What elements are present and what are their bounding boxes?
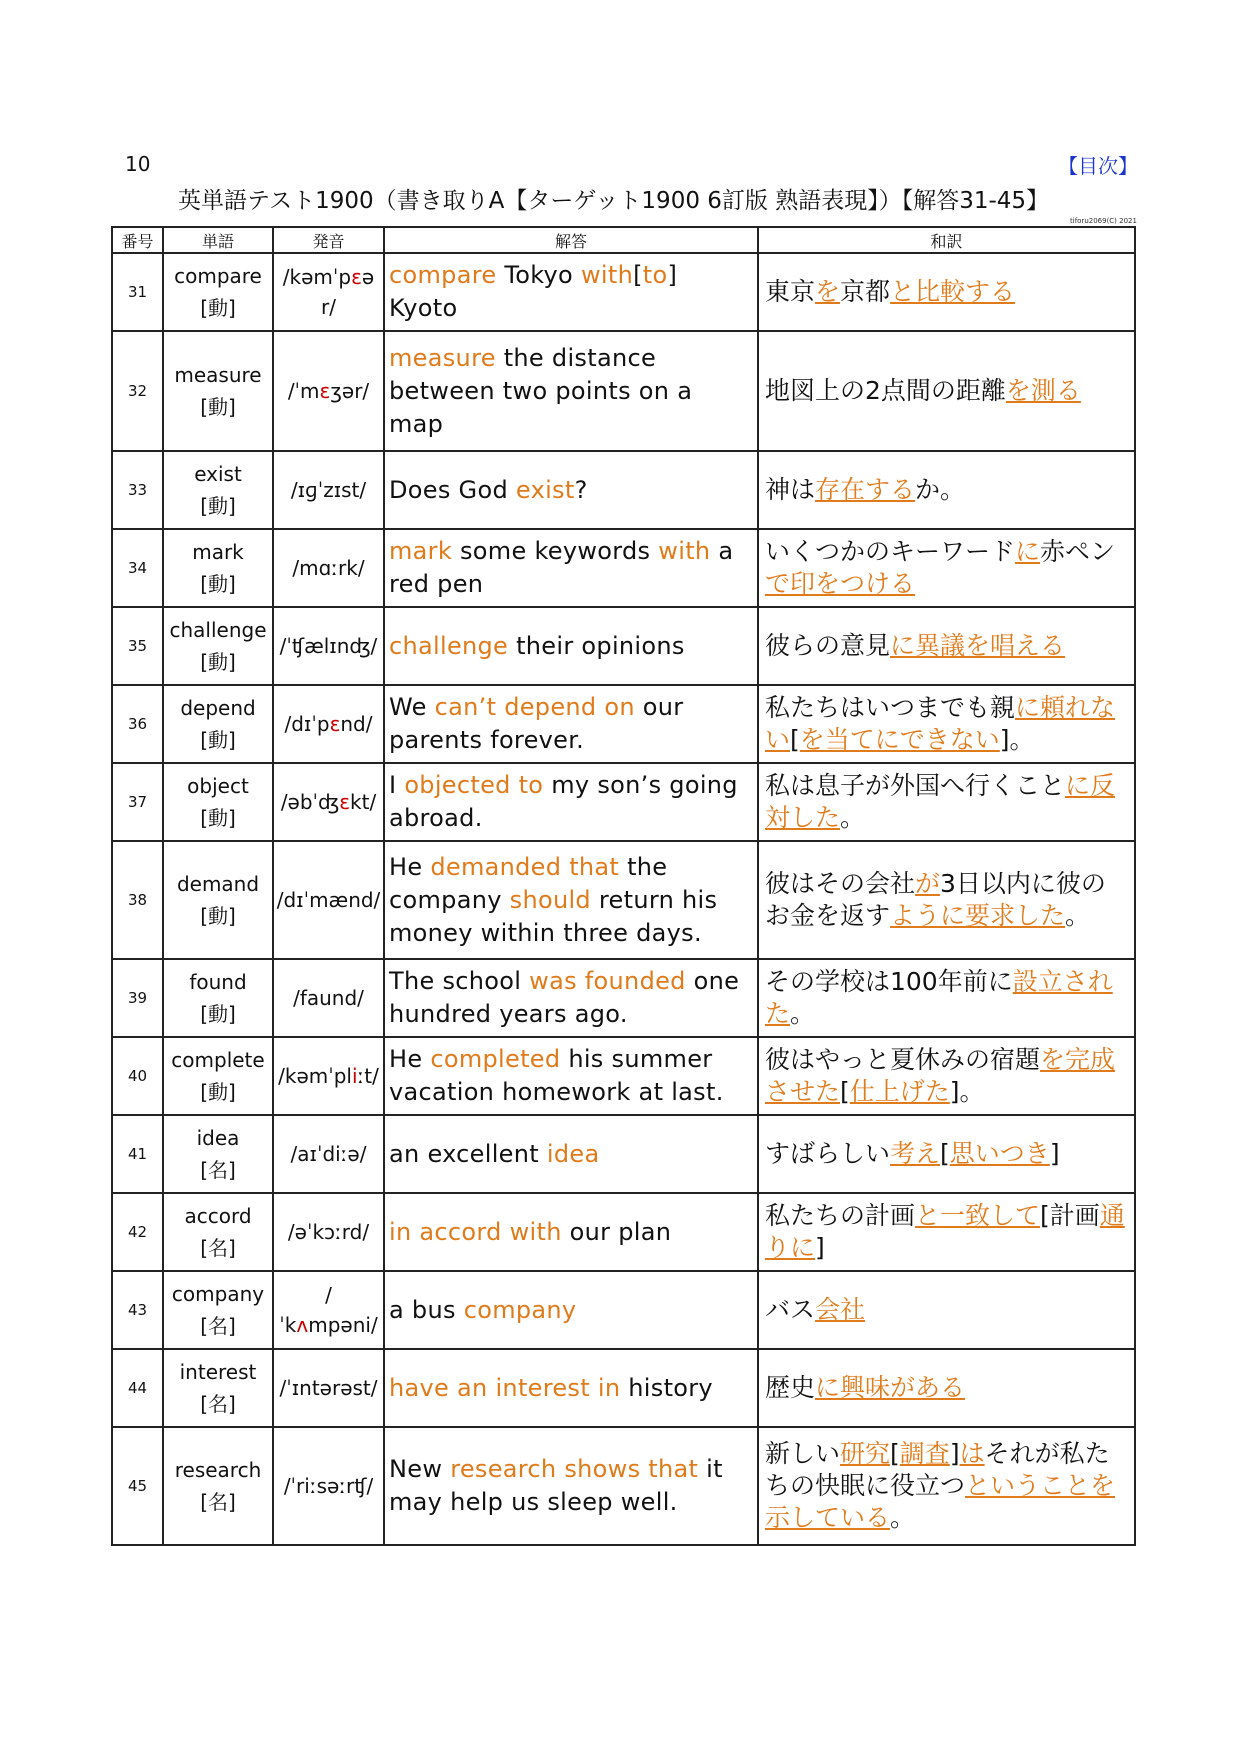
pronunciation xyxy=(273,1037,384,1115)
pronunciation xyxy=(273,451,384,529)
word-cell xyxy=(163,607,273,685)
underlined-phrase: と一致して xyxy=(915,1201,1041,1230)
text-segment: /dɪˈmænd/ xyxy=(276,888,381,912)
text-segment: He xyxy=(389,1045,431,1073)
underlined-phrase: に異議を唱える xyxy=(890,631,1066,660)
answer-sentence xyxy=(384,451,758,529)
underlined-phrase: に xyxy=(1015,537,1041,566)
underlined-phrase: 設立された xyxy=(765,967,1113,1028)
answer-sentence xyxy=(384,1427,758,1545)
text-segment: か。 xyxy=(915,475,966,504)
word: mark xyxy=(192,540,244,564)
japanese-translation xyxy=(758,959,1135,1037)
text-segment: I xyxy=(389,771,405,799)
highlighted-phrase: should xyxy=(509,885,591,914)
word: complete xyxy=(171,1048,265,1072)
table-row xyxy=(112,1115,1135,1193)
highlighted-phrase: objected to xyxy=(404,771,544,799)
answer-sentence xyxy=(384,1349,758,1427)
highlighted-phrase: with xyxy=(580,261,634,289)
underlined-phrase: で印をつける xyxy=(765,569,916,598)
row-number: 37 xyxy=(112,763,163,841)
underlined-phrase: を完成させた xyxy=(765,1045,1116,1106)
text-segment: my son’s going abroad. xyxy=(389,771,738,832)
text-segment: ːt/ xyxy=(357,1064,379,1088)
text-segment: ʒər/ xyxy=(330,379,370,403)
underlined-phrase: と比較する xyxy=(890,277,1016,306)
highlighted-phrase: demanded that xyxy=(430,852,620,881)
part-of-speech: [名] xyxy=(200,1158,236,1182)
text-segment: our parents forever. xyxy=(389,693,684,754)
text-segment: 赤ペン xyxy=(1040,537,1116,566)
highlighted-phrase: can’t depend on xyxy=(434,693,635,721)
answer-sentence xyxy=(384,253,758,331)
text-segment: a bus xyxy=(389,1295,464,1324)
word-cell xyxy=(163,685,273,763)
part-of-speech: [名] xyxy=(200,1314,236,1338)
highlighted-phrase: research shows that xyxy=(450,1455,699,1483)
word: measure xyxy=(174,363,262,387)
japanese-translation xyxy=(758,529,1135,607)
answer-sentence xyxy=(384,841,758,959)
text-segment: nd/ xyxy=(340,712,373,736)
text-segment: それが私たちの快眠に役立つ xyxy=(765,1439,1110,1500)
text-segment: 東京 xyxy=(765,277,816,306)
page-title: 英単語テスト1900（書き取りA【ターゲット1900 6訂版 熟語表現】）【解答31-45】 xyxy=(178,188,1050,214)
answer-sentence xyxy=(384,1271,758,1349)
row-number: 34 xyxy=(112,529,163,607)
text-segment: [計画 xyxy=(1040,1201,1100,1230)
text-segment: /əbˈʤ xyxy=(280,790,340,814)
row-number: 38 xyxy=(112,841,163,959)
header-jp: 和訳 xyxy=(758,227,1135,253)
part-of-speech: [動] xyxy=(200,1080,236,1104)
word-cell xyxy=(163,1193,273,1271)
row-number: 33 xyxy=(112,451,163,529)
japanese-translation xyxy=(758,1349,1135,1427)
text-segment: ə r/ xyxy=(321,265,375,319)
text-segment: Does God xyxy=(389,475,516,504)
japanese-translation xyxy=(758,1037,1135,1115)
header-row xyxy=(112,227,1135,253)
highlighted-phrase: have an interest in xyxy=(389,1373,621,1402)
text-segment: その学校は100年前に xyxy=(765,967,1013,996)
text-segment: /kəmˈpl xyxy=(278,1064,352,1088)
japanese-translation xyxy=(758,1115,1135,1193)
text-segment: 彼はやっと夏休みの宿題 xyxy=(765,1045,1041,1074)
pronunciation xyxy=(273,959,384,1037)
underlined-phrase: ように要求した xyxy=(890,901,1066,930)
header-num: 番号 xyxy=(112,227,163,253)
row-number: 36 xyxy=(112,685,163,763)
highlighted-phrase: compare xyxy=(389,261,497,289)
text-segment: 3日以内に彼のお金を返す xyxy=(765,869,1106,930)
part-of-speech: [名] xyxy=(200,1392,236,1416)
text-segment: 。 xyxy=(840,803,866,832)
text-segment: いくつかのキーワード xyxy=(765,537,1016,566)
text-segment: an excellent xyxy=(389,1139,547,1168)
pronunciation xyxy=(273,1193,384,1271)
text-segment: [ xyxy=(790,725,800,754)
part-of-speech: [動] xyxy=(200,728,236,752)
text-segment: Tokyo xyxy=(496,261,581,289)
part-of-speech: [名] xyxy=(200,1490,236,1514)
text-segment: [ xyxy=(840,1077,850,1106)
word: challenge xyxy=(169,618,267,642)
highlighted-phrase: measure xyxy=(389,343,496,372)
table-row xyxy=(112,1037,1135,1115)
table-row xyxy=(112,1271,1135,1349)
answer-sentence xyxy=(384,685,758,763)
table-row xyxy=(112,1349,1135,1427)
part-of-speech: [動] xyxy=(200,1002,236,1026)
text-segment: [ xyxy=(633,261,643,289)
answer-sentence xyxy=(384,1193,758,1271)
row-number: 41 xyxy=(112,1115,163,1193)
underlined-phrase: に頼れない xyxy=(765,693,1116,754)
underlined-phrase: を xyxy=(815,277,841,306)
word-cell xyxy=(163,1271,273,1349)
table-row xyxy=(112,529,1135,607)
text-segment: ? xyxy=(574,475,588,504)
word-cell xyxy=(163,253,273,331)
highlighted-phrase: mark xyxy=(389,537,453,565)
text-segment: mpəni/ xyxy=(308,1313,378,1337)
text-segment: the distance between two points on a map xyxy=(389,343,693,438)
pronunciation xyxy=(273,529,384,607)
table-row xyxy=(112,331,1135,451)
word: company xyxy=(171,1282,265,1306)
text-segment: 。 xyxy=(790,999,816,1028)
part-of-speech: [動] xyxy=(200,572,236,596)
text-segment: 地図上の2点間の距離 xyxy=(765,376,1006,405)
pronunciation xyxy=(273,1115,384,1193)
underlined-phrase: 思いつき xyxy=(949,1139,1050,1168)
word: idea xyxy=(196,1126,240,1150)
pronunciation xyxy=(273,253,384,331)
text-segment: return his money within three days. xyxy=(389,885,718,947)
text-segment: New xyxy=(389,1455,451,1483)
part-of-speech: [動] xyxy=(200,904,236,928)
answer-sentence xyxy=(384,763,758,841)
stressed-vowel: ɛ xyxy=(351,265,362,289)
text-segment: /mɑːrk/ xyxy=(292,556,365,580)
row-number: 40 xyxy=(112,1037,163,1115)
table-row xyxy=(112,1193,1135,1271)
japanese-translation xyxy=(758,1193,1135,1271)
table-row xyxy=(112,685,1135,763)
text-segment: The school xyxy=(389,967,530,995)
text-segment: 私は息子が外国へ行くこと xyxy=(765,771,1066,800)
highlighted-phrase: with xyxy=(658,537,711,565)
answer-sentence xyxy=(384,331,758,451)
part-of-speech: [動] xyxy=(200,494,236,518)
table-row xyxy=(112,451,1135,529)
text-segment: /ˈriːsəːrʧ/ xyxy=(283,1474,374,1498)
underlined-phrase: ということを示している xyxy=(765,1471,1116,1532)
text-segment: it may help us sleep well. xyxy=(389,1455,723,1516)
word: accord xyxy=(184,1204,252,1228)
highlighted-phrase: was founded xyxy=(529,967,686,995)
text-segment: their opinions xyxy=(508,631,685,660)
highlighted-phrase: completed xyxy=(430,1045,561,1073)
underlined-phrase: は xyxy=(959,1439,985,1468)
text-segment: the company xyxy=(389,852,668,914)
text-segment: 彼らの意見 xyxy=(765,631,891,660)
japanese-translation xyxy=(758,841,1135,959)
word-cell xyxy=(163,1349,273,1427)
answer-sentence xyxy=(384,529,758,607)
japanese-translation xyxy=(758,685,1135,763)
part-of-speech: [動] xyxy=(200,296,236,320)
pronunciation xyxy=(273,331,384,451)
table-row xyxy=(112,763,1135,841)
copyright-notice: tiforu2069(C) 2021 xyxy=(1070,217,1137,225)
row-number: 43 xyxy=(112,1271,163,1349)
text-segment: We xyxy=(389,693,435,721)
underlined-phrase: 会社 xyxy=(815,1295,866,1324)
japanese-translation xyxy=(758,1271,1135,1349)
highlighted-phrase: in accord with xyxy=(389,1217,562,1246)
answer-sentence xyxy=(384,607,758,685)
stressed-vowel: ɛ xyxy=(319,379,331,403)
text-segment: /əˈkɔːrd/ xyxy=(287,1220,370,1244)
pronunciation xyxy=(273,685,384,763)
table-row xyxy=(112,959,1135,1037)
pronunciation xyxy=(273,1349,384,1427)
highlighted-phrase: idea xyxy=(546,1139,600,1168)
japanese-translation xyxy=(758,253,1135,331)
text-segment: /ˈm xyxy=(287,379,320,403)
header-answer: 解答 xyxy=(384,227,758,253)
text-segment: /aɪˈdiːə/ xyxy=(290,1142,367,1166)
answer-sentence xyxy=(384,1037,758,1115)
text-segment: ] Kyoto xyxy=(389,261,678,322)
text-segment: ]。 xyxy=(999,725,1035,754)
text-segment: kt/ xyxy=(350,790,377,814)
table-row xyxy=(112,1427,1135,1545)
stressed-vowel: i xyxy=(351,1064,358,1088)
highlighted-phrase: challenge xyxy=(389,631,509,660)
pronunciation xyxy=(273,607,384,685)
underlined-phrase: 存在する xyxy=(815,475,916,504)
row-number: 32 xyxy=(112,331,163,451)
word: depend xyxy=(180,696,256,720)
stressed-vowel: ɛ xyxy=(339,790,351,814)
text-segment: /ɪɡˈzɪst/ xyxy=(290,478,367,502)
text-segment: ] xyxy=(815,1233,825,1262)
text-segment: /ˈɪntərəst/ xyxy=(279,1376,378,1400)
word-cell xyxy=(163,331,273,451)
row-number: 44 xyxy=(112,1349,163,1427)
word-cell xyxy=(163,1115,273,1193)
underlined-phrase: に反対した xyxy=(765,771,1116,832)
japanese-translation xyxy=(758,607,1135,685)
text-segment: [ xyxy=(940,1139,950,1168)
pronunciation xyxy=(273,1427,384,1545)
text-segment: 私たちはいつまでも親 xyxy=(765,693,1016,722)
word: interest xyxy=(179,1360,257,1384)
word-cell xyxy=(163,451,273,529)
japanese-translation xyxy=(758,1427,1135,1545)
word: found xyxy=(189,970,247,994)
text-segment: a red pen xyxy=(389,537,734,598)
text-segment: 新しい xyxy=(765,1439,841,1468)
japanese-translation xyxy=(758,763,1135,841)
text-segment: /kəmˈp xyxy=(282,265,352,289)
answer-sentence xyxy=(384,959,758,1037)
word: exist xyxy=(194,462,242,486)
text-segment: [ xyxy=(890,1439,900,1468)
header-word: 単語 xyxy=(163,227,273,253)
text-segment: ] xyxy=(1049,1139,1060,1168)
part-of-speech: [動] xyxy=(200,650,236,674)
underlined-phrase: 研究 xyxy=(840,1439,891,1468)
word-cell xyxy=(163,841,273,959)
row-number: 45 xyxy=(112,1427,163,1545)
answer-sentence xyxy=(384,1115,758,1193)
underlined-phrase: を測る xyxy=(1005,376,1081,405)
row-number: 35 xyxy=(112,607,163,685)
toc-link[interactable]: 【目次】 xyxy=(1058,154,1138,178)
pronunciation xyxy=(273,1271,384,1349)
text-segment: /faund/ xyxy=(293,986,364,1010)
pronunciation xyxy=(273,841,384,959)
text-segment: our plan xyxy=(561,1217,672,1246)
table-row xyxy=(112,607,1135,685)
part-of-speech: [動] xyxy=(200,806,236,830)
word: compare xyxy=(174,264,262,288)
text-segment: ] xyxy=(949,1439,960,1468)
highlighted-phrase: exist xyxy=(515,475,575,504)
word-cell xyxy=(163,1037,273,1115)
text-segment: 彼はその会社 xyxy=(765,869,916,898)
word: demand xyxy=(176,872,260,896)
stressed-vowel: ʌ xyxy=(296,1313,309,1337)
table-row xyxy=(112,841,1135,959)
row-number: 42 xyxy=(112,1193,163,1271)
word-cell xyxy=(163,763,273,841)
part-of-speech: [名] xyxy=(200,1236,236,1260)
text-segment: 京都 xyxy=(840,277,891,306)
underlined-phrase: 調査 xyxy=(899,1439,950,1468)
row-number: 39 xyxy=(112,959,163,1037)
text-segment: 神は xyxy=(765,475,816,504)
text-segment: すばらしい xyxy=(765,1139,891,1168)
text-segment: some keywords xyxy=(452,537,659,565)
text-segment: 歴史 xyxy=(765,1373,816,1402)
pronunciation xyxy=(273,763,384,841)
word: research xyxy=(174,1458,262,1482)
text-segment: one hundred years ago. xyxy=(389,967,740,1028)
text-segment: 私たちの計画 xyxy=(765,1201,916,1230)
page-number: 10 xyxy=(125,152,151,176)
underlined-phrase: 考え xyxy=(890,1139,941,1168)
word-cell xyxy=(163,529,273,607)
text-segment: his summer vacation homework at last. xyxy=(389,1045,724,1106)
underlined-phrase: に興味がある xyxy=(815,1373,966,1402)
text-segment: He xyxy=(389,852,431,881)
word-cell xyxy=(163,1427,273,1545)
text-segment: /ˈʧælɪnʤ/ xyxy=(279,634,378,658)
stressed-vowel: ɛ xyxy=(329,712,341,736)
text-segment: 。 xyxy=(1065,901,1091,930)
text-segment: /ˈk xyxy=(279,1283,332,1337)
underlined-phrase: を当てにできない xyxy=(799,725,1000,754)
word-cell xyxy=(163,959,273,1037)
text-segment: /dɪˈp xyxy=(284,712,330,736)
highlighted-phrase: company xyxy=(463,1295,577,1324)
header-pron: 発音 xyxy=(273,227,384,253)
japanese-translation xyxy=(758,451,1135,529)
underlined-phrase: 通りに xyxy=(765,1201,1125,1262)
text-segment: 。 xyxy=(890,1503,916,1532)
japanese-translation xyxy=(758,331,1135,451)
part-of-speech: [動] xyxy=(200,395,236,419)
highlighted-phrase: to xyxy=(642,261,668,289)
table-row xyxy=(112,253,1135,331)
text-segment: ]。 xyxy=(949,1077,985,1106)
underlined-phrase: が xyxy=(915,869,941,898)
word: object xyxy=(187,774,249,798)
text-segment: バス xyxy=(765,1295,816,1324)
underlined-phrase: 仕上げた xyxy=(849,1077,950,1106)
row-number: 31 xyxy=(112,253,163,331)
vocabulary-table xyxy=(111,226,1136,1546)
text-segment: history xyxy=(620,1373,713,1402)
